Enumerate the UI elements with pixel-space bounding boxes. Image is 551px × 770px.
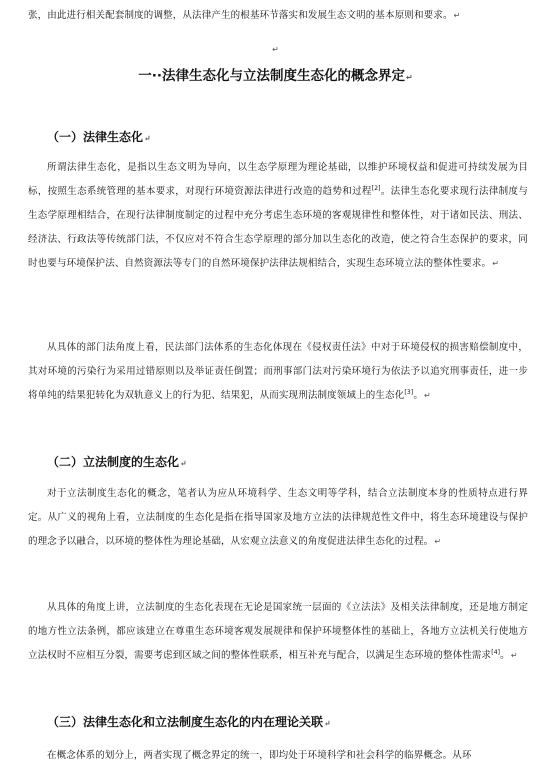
- paragraph-3: [28, 482, 528, 554]
- paragraph-mark: ↵: [144, 133, 151, 143]
- paragraph-text-continued: 。: [500, 650, 510, 661]
- empty-paragraph-mark: ↵: [272, 45, 279, 54]
- subsection-title-2: [47, 452, 187, 473]
- paragraph-text: 从具体的角度上讲，立法制度的生态化表现在无论是国家统一层面的《立法法》及相关法律制度，还是地方制定的地方性立法条例，都应该建立在尊重生态环境客观发展规律和保护环境整体性的基础上，各地方立法机关行使地方立法权时不应相互分裂，需要考虑到区域之间的整体性联系，相互补充与配合，以满足生态环境的整体性需求: [28, 602, 528, 661]
- paragraph-text: 从具体的部门法角度上看，民法部门法体系的生态化体现在《侵权责任法》中对于环境侵权的损害赔偿制度中，其对环境的污染行为采用过错原则以及举证责任倒置；而刑事部门法对污染环境行为依法予以追究刑事责任，进一步将单纯的结果犯转化为双轨意义上的行为犯、结果犯，从而实现刑法制度领域上的生态化: [28, 342, 528, 401]
- paragraph-5: [28, 744, 528, 768]
- subsection-title-3: [47, 712, 331, 733]
- intro-text: 张，由此进行相关配套制度的调整，从法律产生的根基环节落实和发展生态文明的基本原则和要求。: [28, 10, 453, 21]
- paragraph-2: [28, 336, 528, 408]
- paragraph-text-continued: 。: [413, 390, 423, 401]
- section-title: [0, 66, 551, 88]
- paragraph-text: 所谓法律生态化，是指以生态文明为导向，以生态学原理为理论基础，以维护环境权益和促进可持续发展为目标，按照生态系统管理的基本要求，对现行环境资源法律进行改造的趋势和过程: [28, 162, 528, 197]
- citation-ref[interactable]: [2]: [371, 184, 381, 192]
- citation-ref[interactable]: [3]: [404, 388, 414, 396]
- paragraph-text: 在概念体系的划分上，两者实现了概念界定的统一，即均处于环境科学和社会科学的临界概念。从环: [47, 750, 472, 761]
- paragraph-mark: ↵: [510, 651, 518, 660]
- paragraph-mark: ↵: [453, 11, 461, 20]
- paragraph-mark: ↵: [324, 718, 331, 728]
- paragraph-mark: ↵: [423, 391, 431, 400]
- paragraph-text: 对于立法制度生态化的概念，笔者认为应从环境科学、生态文明等学科，结合立法制度本身的性质特点进行界定。从广义的视角上看，立法制度的生态化是指在指导国家及地方立法的法律规范性文件中，将生态环境建设与保护的理念予以融合，以环境的整体性为理论基础，从宏观立法意义的角度促进法律生态化的过程。: [28, 488, 528, 547]
- paragraph-mark: ↵: [180, 458, 187, 468]
- citation-ref[interactable]: [4]: [491, 648, 501, 656]
- section-title-text: 一··法律生态化与立法制度生态化的概念界定: [138, 68, 406, 84]
- intro-paragraph-tail: [28, 4, 528, 28]
- paragraph-mark: ↵: [434, 537, 442, 546]
- subsection-title-text: （二）立法制度的生态化: [47, 455, 180, 469]
- paragraph-4: [28, 596, 528, 668]
- paragraph-text-continued: 。法律生态化要求现行法律制度与生态学原理相结合，在现行法律制度制定的过程中充分考虑生态环境的客观规律性和整体性，对于诸如民法、刑法、经济法、行政法等传统部门法，不仅应对不符合生态学原理的部分加以生态化的改造，使之符合生态保护的要求，同时也要与环境保护法、自然资源法等专门的自然环境保护法律法规相结合，实现生态环境立法的整体性要求。: [28, 186, 528, 269]
- paragraph-1: [28, 156, 528, 276]
- paragraph-mark: ↵: [406, 73, 413, 82]
- paragraph-mark: ↵: [492, 259, 500, 268]
- subsection-title-1: [47, 127, 151, 148]
- subsection-title-text: （三）法律生态化和立法制度生态化的内在理论关联: [47, 715, 324, 729]
- subsection-title-text: （一）法律生态化: [47, 130, 144, 144]
